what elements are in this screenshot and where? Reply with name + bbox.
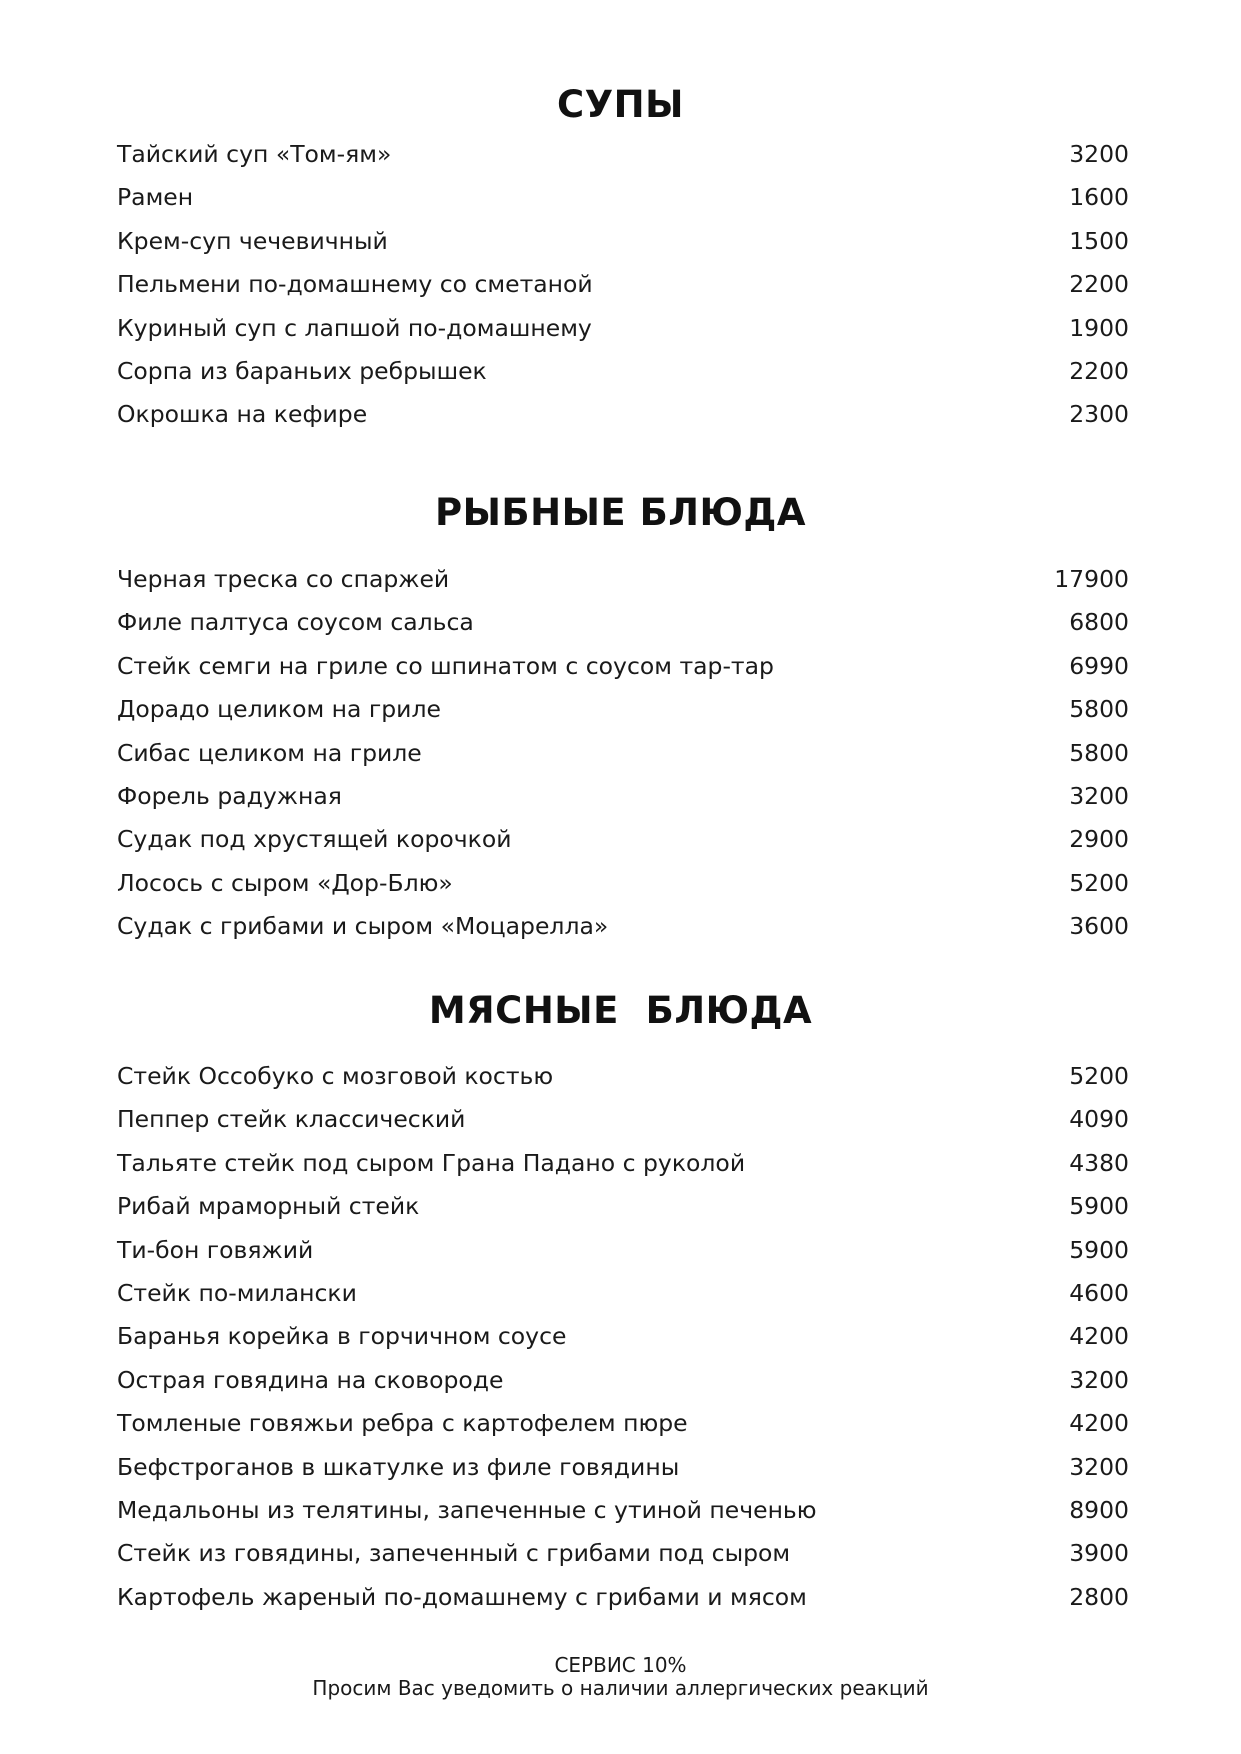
item-price: 3200 (1069, 140, 1129, 168)
section-items-soups (117, 139, 1129, 443)
item-name: Судак с грибами и сыром «Моцарелла» (117, 912, 609, 941)
item-name: Стейк по-милански (117, 1278, 357, 1307)
item-name: Ти-бон говяжий (117, 1235, 314, 1264)
item-name: Картофель жареный по-домашнему с грибами и мясом (117, 1582, 807, 1611)
item-name: Пеппер стейк классический (117, 1105, 466, 1134)
menu-item (117, 1538, 1129, 1581)
item-price: 3600 (1069, 912, 1129, 941)
item-price: 3200 (1069, 1365, 1129, 1394)
item-name: Филе палтуса соусом сальса (117, 608, 474, 637)
item-name: Острая говядина на сковороде (117, 1365, 504, 1394)
item-price: 3900 (1069, 1539, 1129, 1568)
item-name: Черная треска со спаржей (117, 565, 450, 593)
item-name: Стейк семги на гриле со шпинатом с соусом тар-тар (117, 651, 774, 680)
menu-item (117, 1452, 1129, 1495)
item-price: 5200 (1069, 868, 1129, 897)
item-name: Крем-суп чечевичный (117, 226, 388, 255)
menu-item (117, 781, 1129, 824)
allergy-note-text: Просим Вас уведомить о наличии аллергических реакций (312, 1676, 929, 1700)
item-name: Судак под хрустящей корочкой (117, 825, 512, 854)
item-price: 1900 (1069, 313, 1129, 342)
item-price: 5200 (1069, 1062, 1129, 1090)
menu-item (117, 182, 1129, 225)
menu-item (117, 1365, 1129, 1408)
menu-item (117, 399, 1129, 442)
menu-item (117, 1191, 1129, 1234)
section-title-soups: СУПЫ (557, 83, 684, 126)
section-items-fish (117, 564, 1129, 955)
menu-item (117, 651, 1129, 694)
item-price: 4090 (1069, 1105, 1129, 1134)
footer (0, 1654, 1241, 1700)
item-name: Окрошка на кефире (117, 400, 368, 429)
section-items-meat (117, 1061, 1129, 1625)
item-price: 1500 (1069, 226, 1129, 255)
item-price: 3200 (1069, 1452, 1129, 1481)
menu-item (117, 868, 1129, 911)
menu-item (117, 313, 1129, 356)
item-name: Сорпа из бараньих ребрышек (117, 356, 487, 385)
section-title-fish: РЫБНЫЕ БЛЮДА (434, 491, 807, 534)
item-price: 1600 (1069, 183, 1129, 212)
item-name: Бефстроганов в шкатулке из филе говядины (117, 1452, 680, 1481)
menu-item (117, 269, 1129, 312)
item-price: 5800 (1069, 738, 1129, 767)
item-name: Тайский суп «Том-ям» (117, 140, 392, 168)
menu-item (117, 1104, 1129, 1147)
item-price: 5900 (1069, 1192, 1129, 1221)
section-title-meat: МЯСНЫЕ БЛЮДА (428, 989, 813, 1032)
item-name: Стейк Оссобуко с мозговой костью (117, 1062, 554, 1090)
menu-item (117, 1582, 1129, 1625)
item-price: 4200 (1069, 1409, 1129, 1438)
item-name: Лосось с сыром «Дор-Блю» (117, 868, 453, 897)
item-price: 5800 (1069, 695, 1129, 724)
item-name: Тальяте стейк под сыром Грана Падано с руколой (117, 1148, 746, 1177)
item-price: 17900 (1054, 565, 1129, 593)
menu-item (117, 1408, 1129, 1451)
item-name: Рамен (117, 183, 194, 212)
item-price: 2300 (1069, 400, 1129, 429)
item-name: Медальоны из телятины, запеченные с утиной печенью (117, 1495, 817, 1524)
item-price: 2900 (1069, 825, 1129, 854)
item-price: 2200 (1069, 270, 1129, 299)
item-name: Куриный суп с лапшой по-домашнему (117, 313, 592, 342)
menu-item (117, 911, 1129, 954)
menu-item (117, 607, 1129, 650)
menu-item (117, 1148, 1129, 1191)
service-charge-text: СЕРВИС 10% (554, 1653, 687, 1677)
item-price: 4380 (1069, 1148, 1129, 1177)
item-price: 5900 (1069, 1235, 1129, 1264)
item-name: Пельмени по-домашнему со сметаной (117, 270, 593, 299)
item-name: Дорадо целиком на гриле (117, 695, 441, 724)
item-name: Баранья корейка в горчичном соусе (117, 1322, 567, 1351)
item-price: 2200 (1069, 356, 1129, 385)
item-price: 6800 (1069, 608, 1129, 637)
menu-item (117, 564, 1129, 607)
menu-item (117, 738, 1129, 781)
item-price: 8900 (1069, 1495, 1129, 1524)
menu-item (117, 226, 1129, 269)
item-name: Сибас целиком на гриле (117, 738, 422, 767)
item-price: 2800 (1069, 1582, 1129, 1611)
menu-item (117, 694, 1129, 737)
item-name: Томленые говяжьи ребра с картофелем пюре (117, 1409, 688, 1438)
menu-item (117, 1321, 1129, 1364)
menu-item (117, 1235, 1129, 1278)
item-name: Форель радужная (117, 781, 342, 810)
item-price: 6990 (1069, 651, 1129, 680)
item-name: Рибай мраморный стейк (117, 1192, 420, 1221)
menu-item (117, 1061, 1129, 1104)
menu-item (117, 139, 1129, 182)
item-price: 4600 (1069, 1278, 1129, 1307)
item-price: 3200 (1069, 781, 1129, 810)
item-price: 4200 (1069, 1322, 1129, 1351)
menu-item (117, 356, 1129, 399)
menu-item (117, 824, 1129, 867)
menu-item (117, 1495, 1129, 1538)
menu-item (117, 1278, 1129, 1321)
item-name: Стейк из говядины, запеченный с грибами под сыром (117, 1539, 791, 1568)
